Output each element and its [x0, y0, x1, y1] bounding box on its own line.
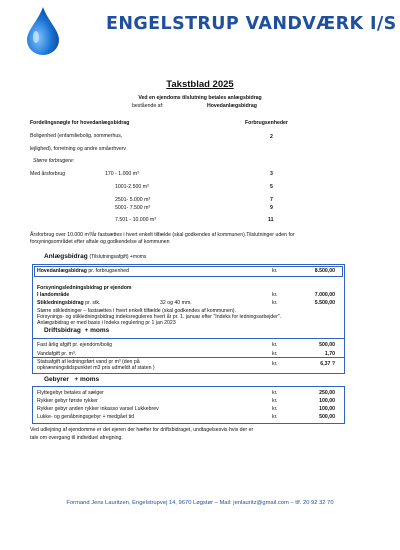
gebyr-row-unit: kr.: [272, 406, 278, 412]
drift-heading: Driftsbidrag + moms: [44, 327, 110, 334]
drift-row-unit: kr.: [272, 342, 278, 348]
drift-row-label: Fast årlig afgift pr. ejendom/bolig: [37, 342, 112, 348]
gebyrer-note-1: Ved udlejning af ejendomme er det ejeren der hæfter for driftsbidraget, undtagelsesvis hvis der er: [30, 427, 254, 433]
range-row: 5001- 7.500 m³: [115, 205, 151, 211]
stik-value: 5.500,00: [314, 300, 335, 306]
subtitle-label: bestående af:: [132, 103, 164, 109]
drift-row-label: Vandafgift pr. m³.: [37, 351, 77, 357]
anlaeg-note-2: Forsynings- og stikledningsbidrag indeksreguleres hvert år pr. 1. januar efter "Indeks for ledningsarbejder".: [37, 314, 282, 320]
forsyning-heading: Forsyningsledningsbidrag pr ejendom: [37, 285, 132, 291]
gebyr-row-unit: kr.: [272, 414, 278, 420]
stik-unit: kr.: [272, 300, 278, 306]
drift-row-label: Statsafgift af ledningsført vand pr m³ (den på: [37, 359, 140, 365]
gebyr-row-label: Flyttegebyr betales af sælger: [37, 390, 104, 396]
units-row: 5: [270, 184, 273, 190]
landomraade-unit: kr.: [272, 292, 278, 298]
landomraade-label: I landområde: [37, 292, 70, 298]
drift-row-value: 6,37 ?: [320, 361, 335, 367]
drift-row-unit: kr.: [272, 361, 278, 367]
range-row: 1001-2.500 m³: [115, 184, 149, 190]
allocation-note-1: Årsforbrug over 10.000 m³/år fastsættes i hvert enkelt tilfælde (skal godkendes af kommunen).Tilslutninger uden for: [30, 232, 295, 238]
gebyr-row-value: 100,00: [319, 406, 335, 412]
med-label: Med årsforbrug: [30, 171, 66, 177]
anlaeg-note-3: Anlægsbidrag er med basis i Indeks regulering pr 1 jan 2023: [37, 320, 176, 326]
bolig-value: 2: [270, 134, 273, 140]
units-row: 7: [270, 197, 273, 203]
range-row: 170 - 1.000 m³: [105, 171, 139, 177]
drift-row-unit: kr.: [272, 351, 278, 357]
gebyr-row-value: 100,00: [319, 398, 335, 404]
landomraade-value: 7.000,00: [314, 292, 335, 298]
hoved-value: 8.500,00: [314, 268, 335, 274]
subtitle-line: Ved en ejendoms tilslutning betales anlægsbidrag: [138, 95, 262, 101]
page-title: Takstblad 2025: [166, 79, 234, 90]
gebyr-row-unit: kr.: [272, 398, 278, 404]
gebyr-row-value: 250,00: [319, 390, 335, 396]
gebyr-row-value: 500,00: [319, 414, 335, 420]
gebyrer-note-2: tale om overgang til individuel afregning.: [30, 435, 123, 441]
brand-name: ENGELSTRUP VANDVÆRK I/S: [106, 14, 397, 34]
units-row: 9: [270, 205, 273, 211]
gebyr-row-unit: kr.: [272, 390, 278, 396]
stik-dimension: 32 og 40 mm.: [160, 300, 192, 306]
gebyr-row-label: Lukke- og genåbningsgebyr + medgået tid: [37, 414, 135, 420]
bolig-label-2: lejlighed), forretning og andre småerhverv: [30, 146, 127, 152]
drift-row-value: 500,00: [319, 342, 335, 348]
footer-contact: Formand Jens Lauritzen, Engelstrupvej 14, 9670 Løgstør – Mail: jenlauritz@gmail.com – tlf. 20 92 32 70: [66, 500, 334, 506]
drift-row-value: 1,70: [324, 351, 335, 357]
drift-stats-line-2: opkrævningstidspunktet m3 pris udmeldt af staten ): [37, 365, 155, 371]
gebyr-row-label: Rykker gebyr første rykker: [37, 398, 98, 404]
units-row: 3: [270, 171, 273, 177]
allocation-col-left: Fordelingsnøgle for hovedanlægsbidrag: [30, 120, 130, 126]
water-drop-logo: [26, 6, 60, 56]
bolig-label-1: Boligenhed (enfamiliebolig, sommerhus,: [30, 133, 123, 139]
anlaeg-note-1: Større stikledninger – fastsættes i hvert enkelt tilfælde (skal godkendes af kommunen).: [37, 308, 236, 314]
hoved-unit: kr.: [272, 268, 278, 274]
storre-label: Større forbrugere:: [33, 158, 75, 164]
anlaeg-heading: Anlægsbidrag (Tilslutningsafgift) +moms: [44, 253, 147, 260]
hoved-label: Hovedanlægsbidrag pr. forbrugsenhed: [37, 268, 129, 274]
gebyr-row-label: Rykker gebyr anden rykker inkasso varsel Lukkebrev: [37, 406, 159, 412]
stik-label: Stikledningsbidrag pr. stk.: [37, 300, 101, 306]
subtitle-value: Hovedanlægsbidrag: [207, 103, 257, 109]
gebyrer-heading: Gebyrer + moms: [44, 376, 100, 383]
range-row: 7.501 - 10.000 m³: [115, 217, 156, 223]
allocation-note-2: forsyningsområdet efter aftale og godkendelse af kommunen: [30, 239, 170, 245]
range-row: 2501- 5.000 m³: [115, 197, 151, 203]
units-row: 11: [268, 217, 274, 223]
allocation-col-right: Forbrugsenheder: [245, 120, 288, 126]
